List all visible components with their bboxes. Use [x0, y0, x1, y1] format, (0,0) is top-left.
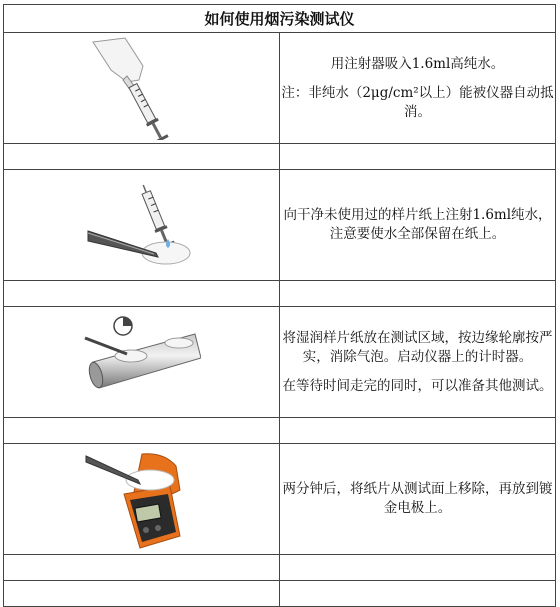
step-3-line-2: 在等待时间走完的同时，可以准备其他测试。 — [282, 377, 553, 394]
step-2-line-1: 向干净未使用过的样片纸上注射1.6ml纯水，注意要使水全部保留在纸上。 — [283, 207, 552, 242]
next-step-row-partial — [4, 581, 556, 607]
step-3-text — [280, 307, 556, 418]
step-2-text — [280, 170, 556, 281]
spacer-row-4 — [4, 555, 556, 581]
step-4-illustration-cell — [4, 444, 280, 555]
spacer-row-3 — [4, 418, 556, 444]
pipe-timer-icon — [83, 312, 201, 412]
title-row — [4, 5, 556, 33]
step-1-line-2: 注：非纯水（2μg/cm²以上）能被仪器自动抵消。 — [281, 84, 554, 120]
instruction-table — [3, 4, 556, 607]
spacer-row-1 — [4, 144, 556, 170]
next-step-illustration-cell — [4, 581, 280, 607]
spacer-row-2 — [4, 281, 556, 307]
step-row-2 — [4, 170, 556, 281]
step-1-line-1: 用注射器吸入1.6ml高纯水。 — [330, 55, 505, 72]
step-row-3 — [4, 307, 556, 418]
meter-tweezers-icon — [84, 446, 200, 552]
step-2-illustration-cell — [4, 170, 280, 281]
step-3-illustration-cell — [4, 307, 280, 418]
step-1-illustration-cell — [4, 33, 280, 144]
step-3-line-1: 将湿润样片纸放在测试区域，按边缘轮廓按严实，消除气泡。启动仪器上的计时器。 — [282, 329, 553, 365]
step-1-text — [280, 33, 556, 144]
step-4-line-1: 两分钟后，将纸片从测试面上移除，再放到镀金电极上。 — [282, 481, 553, 516]
syringe-tweezers-paper-icon — [84, 173, 200, 277]
table-title: 如何使用烟污染测试仪 — [4, 5, 556, 33]
step-row-1 — [4, 33, 556, 144]
step-4-text — [280, 444, 556, 555]
bottle-syringe-icon — [87, 36, 197, 140]
step-row-4 — [4, 444, 556, 555]
